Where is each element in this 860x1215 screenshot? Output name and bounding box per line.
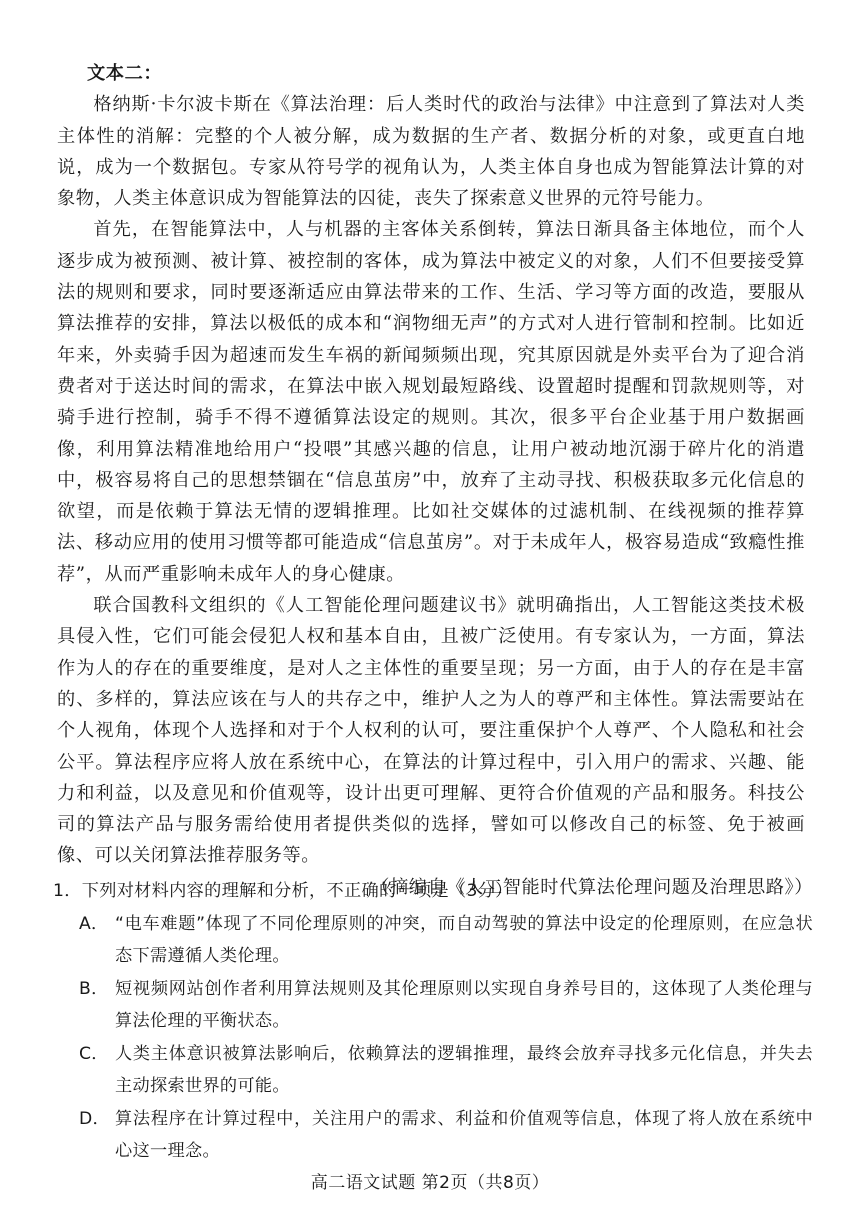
reading-passage xyxy=(57,58,813,903)
passage-paragraph-3: 联合国教科文组织的《人工智能伦理问题建议书》就明确指出，人工智能这类技术极具侵入性，它们可能会侵犯人权和基本自由，且被广泛使用。有专家认为，一方面，算法作为人的存在的重要维度，是对人之主体性的重要呈现；另一方面，由于人的存在是丰富的、多样的，算法应该在与人的共存之中，维护人之为人的尊严和主体性。算法需要站在个人视角，体现个人选择和对于个人权利的认可，要注重保护个人尊严、个人隐私和社会公平。算法程序应将人放在系统中心，在算法的计算过程中，引入用户的需求、兴趣、能力和利益，以及意见和价值观等，设计出更可理解、更符合价值观的产品和服务。科技公司的算法产品与服务需给使用者提供类似的选择，譬如可以修改自己的标签、免于被画像、可以关闭算法推荐服务等。 xyxy=(57,595,805,867)
question-1 xyxy=(53,875,813,1168)
option-a[interactable] xyxy=(53,908,813,973)
option-b-text: 短视频网站创作者利用算法规则及其伦理原则以实现自身养号目的，这体现了人类伦理与算法伦理的平衡状态。 xyxy=(115,978,813,1031)
option-a-text: “电车难题”体现了不同伦理原则的冲突，而自动驾驶的算法中设定的伦理原则，在应急状态下需遵循人类伦理。 xyxy=(115,913,813,966)
option-a-letter: A． xyxy=(79,913,109,934)
passage-paragraph-1: 格纳斯·卡尔波卡斯在《算法治理：后人类时代的政治与法律》中注意到了算法对人类主体性的消解：完整的个人被分解，成为数据的生产者、数据分析的对象，或更直白地说，成为一个数据包。专家从符号学的视角认为，人类主体自身也成为智能算法计算的对象物，人类主体意识成为智能算法的囚徒，丧失了探索意义世界的元符号能力。 xyxy=(57,94,805,210)
option-d-letter: D． xyxy=(79,1108,111,1129)
option-d[interactable] xyxy=(53,1103,813,1168)
option-d-text: 算法程序在计算过程中，关注用户的需求、利益和价值观等信息，体现了将人放在系统中心这一理念。 xyxy=(115,1108,813,1161)
page-footer: 高二语文试题 第2页（共8页） xyxy=(310,1173,550,1193)
passage-source: （摘编自《人工智能时代算法伦理问题及治理思路》） xyxy=(371,876,813,898)
option-c-text: 人类主体意识被算法影响后，依赖算法的逻辑推理，最终会放弃寻找多元化信息，并失去主动探索世界的可能。 xyxy=(115,1043,813,1096)
passage-paragraph-2: 首先，在智能算法中，人与机器的主客体关系倒转，算法日渐具备主体地位，而个人逐步成为被预测、被计算、被控制的客体，成为算法中被定义的对象，人们不但要接受算法的规则和要求，同时要逐渐适应由算法带来的工作、生活、学习等方面的改造，要服从算法推荐的安排，算法以极低的成本和“润物细无声”的方式对人进行管制和控制。比如近年来，外卖骑手因为超速而发生车祸的新闻频频出现，究其原因就是外卖平台为了迎合消费者对于送达时间的需求，在算法中嵌入规划最短路线、设置超时提醒和罚款规则等，对骑手进行控制，骑手不得不遵循算法设定的规则。其次，很多平台企业基于用户数据画像，利用算法精准地给用户“投喂”其感兴趣的信息，让用户被动地沉溺于碎片化的消遣中，极容易将自己的思想禁锢在“信息茧房”中，放弃了主动寻找、积极获取多元化信息的欲望，而是依赖于算法无情的逻辑推理。比如社交媒体的过滤机制、在线视频的推荐算法、移动应用的使用习惯等都可能造成“信息茧房”。对于未成年人，极容易造成“致瘾性推荐”，从而严重影响未成年人的身心健康。 xyxy=(57,219,805,585)
option-b[interactable] xyxy=(53,973,813,1038)
option-b-letter: B． xyxy=(79,978,109,999)
option-c-letter: C． xyxy=(79,1043,109,1064)
option-c[interactable] xyxy=(53,1038,813,1103)
question-stem: 1．下列对材料内容的理解和分析，不正确的一项是（3分） xyxy=(53,881,513,901)
passage-heading: 文本二： xyxy=(87,63,163,84)
